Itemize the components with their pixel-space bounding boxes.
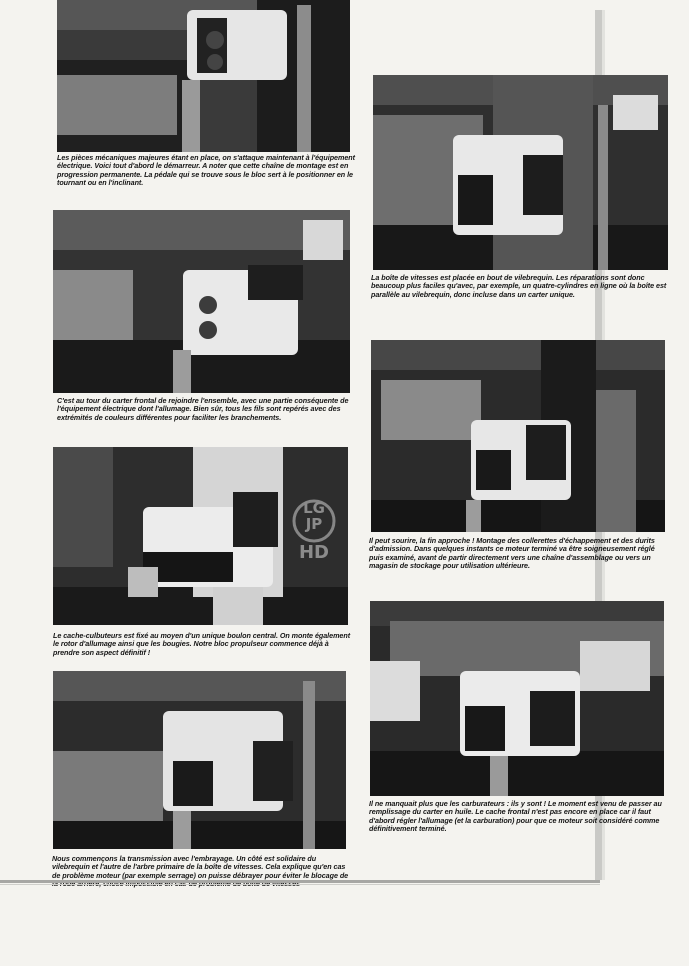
caption-1: Les pièces mécaniques majeures étant en place, on s'attaque maintenant à l'équipement électrique. Voici tout d'abord le démarreur. A noter que cette chaîne de montage est en progression permanente. La pédale qui se trouve sous le bloc sert à le positionner en le tournant ou en l'inclinant.: [57, 153, 355, 188]
photo-gearbox: [373, 75, 668, 270]
caption-7: Il ne manquait plus que les carburateurs : ils y sont ! Le moment est venu de passer au remplissage du carter en huile. Le cache frontal n'est pas encore en place car il faut d'abord régler l'allumage (et la carburation) pour que ce moteur soit considéré comme définitivement terminé.: [369, 799, 662, 834]
caption-6: Il peut sourire, la fin approche ! Montage des collerettes d'échappement et des durits d'admission. Dans quelques instants ce moteur terminé va être soigneusement réglé puis examiné, avant de partir directement vers une chaîne d'assemblage ou vers un magasin de stockage pour utilisation ultérieure.: [369, 536, 655, 571]
caption-3: Le cache-culbuteurs est fixé au moyen d'un unique boulon central. On monte également le rotor d'allumage ainsi que les bougies. Notre bloc propulseur commence déjà à prendre son aspect définitif !: [53, 631, 351, 657]
caption-5: La boîte de vitesses est placée en bout de vilebrequin. Les réparations sont donc beaucoup plus faciles qu'avec, par exemple, un quatre-cylindres en ligne où la boîte est parallèle au vilebrequin, donc incluse dans un carter unique.: [371, 273, 667, 299]
photo-clutch: [53, 671, 346, 849]
bottom-rule: [0, 880, 600, 883]
caption-2: C'est au tour du carter frontal de rejoindre l'ensemble, avec une partie conséquente de l'équipement électrique dont l'allumage. Bien sûr, tous les fils sont repérés avec des extrémités de couleurs différentes pour faciliter les branchements.: [57, 396, 349, 422]
photo-starter-motor: [57, 0, 350, 152]
photo-front-cover: [53, 210, 350, 393]
photo-carburetors: [370, 601, 664, 796]
caption-4: Nous commençons la transmission avec l'embrayage. Un côté est solidaire du vilebrequin et l'autre de l'arbre primaire de la boîte de vitesses. Cela explique qu'en cas de problème moteur (par exemple serrage) on puisse débrayer pour éviter le blocage de: [52, 854, 349, 880]
photo-exhaust-collars: [371, 340, 665, 532]
bottom-rule-thin: [0, 884, 600, 885]
watermark-logo: LG JP HD: [283, 497, 345, 567]
